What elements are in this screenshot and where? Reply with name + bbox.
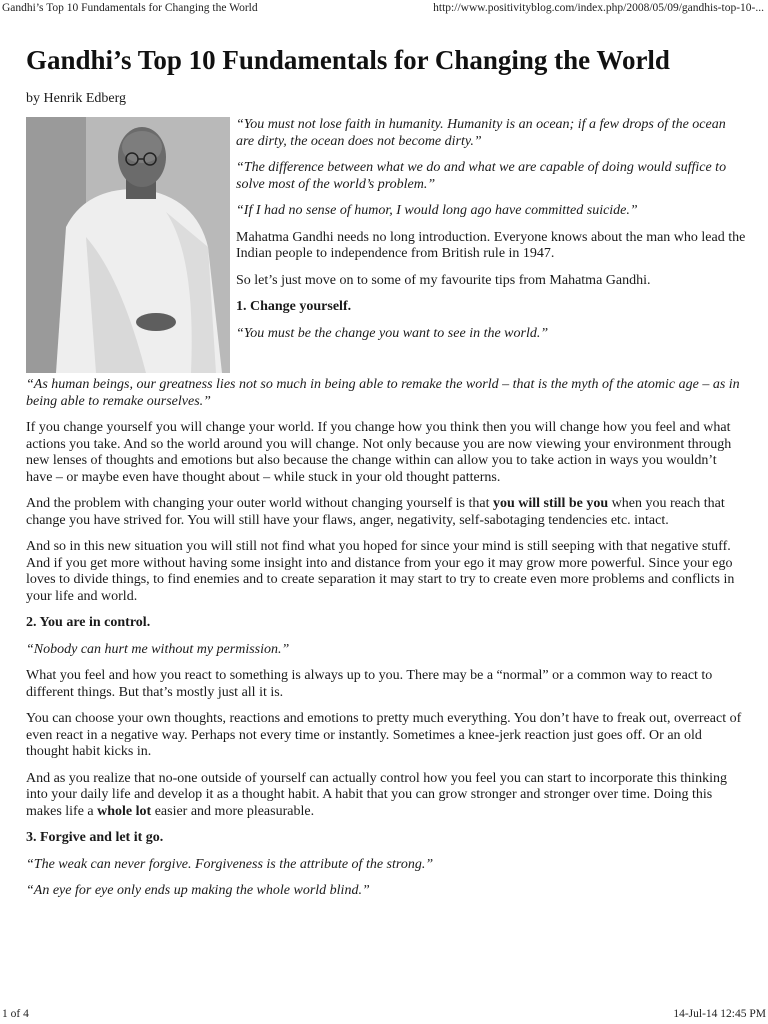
- quote-humor: “If I had no sense of humor, I would long ago have committed suicide.”: [236, 203, 638, 218]
- page-number: 1 of 4: [2, 1008, 29, 1020]
- section2-paragraph-3: [26, 771, 746, 821]
- article: [26, 44, 746, 910]
- text-run: And the problem with changing your outer world without changing yourself is that: [26, 496, 493, 511]
- article-title: Gandhi’s Top 10 Fundamentals for Changing the World: [26, 45, 670, 75]
- section-heading-1: 1. Change yourself.: [236, 299, 352, 314]
- portrait-photo: [26, 117, 230, 373]
- section1-paragraph-3: And so in this new situation you will still not find what you hoped for since your mind is still seeping with that negative stuff. And if you get more without having some insight into and distance from your ego it may grow more powerful. Since your ego loves to divide things, to find enemies and to create separation it may start to try to create even more problems and conflicts in your life and world.: [26, 539, 735, 604]
- quote-be-the-change: “You must be the change you want to see in the world.”: [236, 325, 549, 341]
- intro-paragraph-2: So let’s just move on to some of my favourite tips from Mahatma Gandhi.: [236, 272, 651, 288]
- portrait-photo-icon: [26, 117, 230, 373]
- quote-weak-never-forgive: “The weak can never forgive. Forgiveness is the attribute of the strong.”: [26, 856, 434, 872]
- section-heading-3: 3. Forgive and let it go.: [26, 830, 164, 845]
- article-byline: by Henrik Edberg: [26, 91, 127, 106]
- print-datetime: 14-Jul-14 12:45 PM: [673, 1008, 766, 1020]
- section1-paragraph-1: If you change yourself you will change your world. If you change how you think then you will change how you feel and what actions you take. And so the world around you will change. Not only because you are now viewing your environment through new lenses of thoughts and emotions but also because the change within can allow you to take action in ways you wouldn’t have – or maybe even have thought about – while stuck in your old thought patterns.: [26, 420, 732, 485]
- quote-eye-for-eye: “An eye for eye only ends up making the whole world blind.”: [26, 883, 370, 898]
- quote-difference: “The difference between what we do and what we are capable of doing would suffice to solve most of the world’s problem.”: [236, 160, 727, 192]
- bold-phrase: you will still be you: [492, 496, 609, 511]
- text-run: when you reach that change you have strived for. You will still have your flaws, anger, negativity, self-sabotaging tendencies etc. intact.: [26, 496, 725, 528]
- print-header-title: Gandhi’s Top 10 Fundamentals for Changing the World: [2, 2, 258, 14]
- print-header: [0, 0, 768, 16]
- section-heading-2: 2. You are in control.: [26, 615, 151, 630]
- intro-paragraph: Mahatma Gandhi needs no long introduction. Everyone knows about the man who lead the Indian people to independence from British rule in 1947.: [236, 229, 746, 261]
- print-footer: [0, 1006, 768, 1024]
- text-run: And as you realize that no-one outside of yourself can actually control how you feel you can start to incorporate this thinking into your daily life and develop it as a thought habit. A habit that you can grow stronger and stronger over time. Doing this makes life a: [26, 770, 727, 819]
- quote-human-beings: “As human beings, our greatness lies not so much in being able to remake the world – that is the myth of the atomic age – as in being able to remake ourselves.”: [26, 377, 740, 409]
- print-header-url[interactable]: http://www.positivityblog.com/index.php/2008/05/09/gandhis-top-10-...: [433, 2, 764, 14]
- quote-nobody-can-hurt: “Nobody can hurt me without my permission.”: [26, 641, 290, 657]
- bold-phrase: whole lot: [97, 803, 152, 819]
- quote-humanity: “You must not lose faith in humanity. Humanity is an ocean; if a few drops of the ocean are dirty, the ocean does not become dirty.”: [236, 117, 726, 149]
- section1-paragraph-2: [26, 496, 746, 529]
- section2-paragraph-1: What you feel and how you react to something is always up to you. There may be a “normal” or a common way to react to different things. But that’s mostly just all it is.: [26, 668, 713, 700]
- section2-paragraph-2: You can choose your own thoughts, reactions and emotions to pretty much everything. You don’t have to freak out, overreact of even react in a negative way. Perhaps not every time or instantly. Sometimes a knee-jerk reaction just goes off. Or an old thought habit kicks in.: [26, 711, 742, 759]
- intro-block: [26, 117, 746, 377]
- text-run: easier and more pleasurable.: [151, 803, 315, 819]
